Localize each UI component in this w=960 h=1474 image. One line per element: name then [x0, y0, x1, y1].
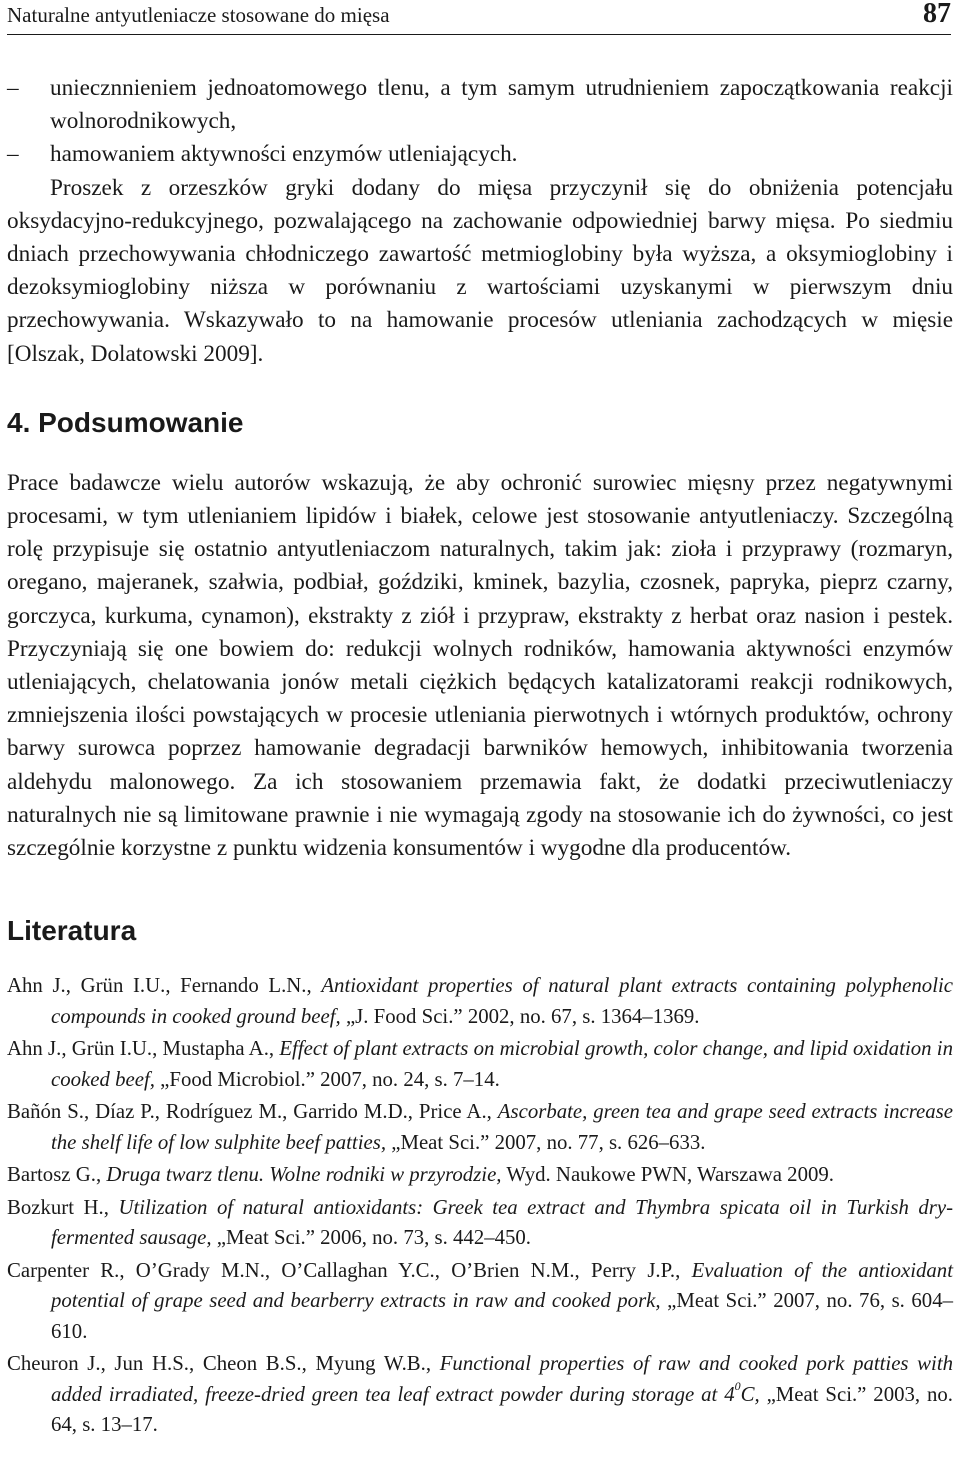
page-number: 87 — [923, 0, 951, 29]
reference-item — [7, 1097, 953, 1158]
reference-source: „Meat Sci.” 2007, no. 76, s. 604–610. — [51, 1289, 953, 1343]
literature-heading: Literatura — [7, 915, 137, 947]
reference-authors: Carpenter R., O’Grady M.N., O’Callaghan Y.C., O’Brien N.M., Perry J.P., — [7, 1258, 681, 1282]
reference-item — [7, 1193, 953, 1254]
reference-authors: Ahn J., Grün I.U., Fernando L.N., — [7, 974, 312, 998]
reference-title-part: C, — [740, 1382, 760, 1406]
reference-authors: Ahn J., Grün I.U., Mustapha A., — [7, 1037, 275, 1061]
dash-marker: – — [7, 141, 19, 168]
reference-source: „Meat Sci.” 2003, no. 64, s. 13–17. — [51, 1382, 953, 1437]
main-text — [7, 72, 953, 865]
reference-item — [7, 1160, 953, 1191]
reference-item — [7, 971, 953, 1032]
dash-marker: – — [7, 75, 19, 101]
reference-authors: Bartosz G., — [7, 1163, 102, 1187]
summary-paragraph: Prace badawcze wielu autorów wskazują, że aby ochronić surowiec mięsny przez negatywnymi procesami, w tym utlenianiem lipidów i białek, celowe jest stosowanie antyutleniaczy. Szczególną rolę przypisuje się ostatnio antyutleniaczom naturalnych, takim jak: zioła i przyprawy (rozmaryn, oregano, majeranek, szałwia, podbiał, goździki, kminek, bazylia, czosnek, papryka, pieprz czarny, gorczyca, kurkuma, cynamon), ekstrakty z ziół i przypraw, ekstrakty z herbat oraz nasion i pestek. Przyczyniają się one bowiem do: redukcji wolnych rodników, hamowania aktywności enzymów utleniających, chelatowania jonów metali ciężkich będących katalizatorami reakcji rodnikowych, zmniejszenia ilości powstających w procesie utleniania pierwotnych i wtórnych produktów, ochrony barwy surowca poprzez hamowanie degradacji barwników hemowych, inhibitowania tworzenia aldehydu malonowego. Za ich stosowaniem przemawia fakt, że dodatki przeciwutleniaczy naturalnych nie są limitowane prawnie i nie wymagają zgody na stosowanie ich do żywności, co jest szczególnie korzystne z punktu widzenia konsumentów i wygodne dla producentów. — [7, 469, 953, 862]
reference-source: „Food Microbiol.” 2007, no. 24, s. 7–14. — [160, 1067, 500, 1091]
running-header — [7, 0, 951, 35]
reference-item — [7, 1349, 953, 1441]
list-item — [7, 72, 953, 138]
reference-source: Wyd. Naukowe PWN, Warszawa 2009. — [506, 1163, 834, 1187]
dash-list — [7, 72, 953, 172]
reference-title-superscript: 0 — [734, 1378, 741, 1393]
reference-item — [7, 1256, 953, 1348]
reference-title: Ascorbate, green tea and grape seed extracts increase the shelf life of low sulphite beef patties, — [51, 1100, 953, 1154]
reference-list — [7, 971, 953, 1441]
paragraph: Proszek z orzeszków gryki dodany do mięsa przyczynił się do obniżenia potencjału oksydacyjno-redukcyjnego, pozwalającego na zachowanie odpowiedniej barwy mięsa. Po siedmiu dniach przechowywania chłodniczego zawartość metmioglobiny była wyższa, a oksymioglobiny i dezoksymioglobiny niższa w porównaniu z wartościami uzyskanymi w pierwszym dniu przechowywania. Wskazywało to na hamowanie procesów utleniania zachodzących w mięsie [Olszak, Dolatowski 2009]. — [7, 174, 953, 367]
reference-title: Druga twarz tlenu. Wolne rodniki w przyrodzie, — [106, 1163, 502, 1187]
reference-authors: Bañón S., Díaz P., Rodríguez M., Garrido M.D., Price A., — [7, 1100, 492, 1124]
reference-title: Antioxidant properties of natural plant extracts containing polyphenolic compounds in cooked ground beef, — [51, 974, 953, 1028]
list-item-text: uniecznnieniem jednoatomowego tlenu, a tym samym utrudnieniem zapoczątkowania reakcji wolnorodnikowych, — [50, 75, 953, 135]
running-title: Naturalne antyutleniacze stosowane do mięsa — [7, 3, 390, 27]
reference-title: Utilization of natural antioxidants: Greek tea extract and Thymbra spicata oil in Turkish dry-fermented sausage, — [51, 1195, 953, 1250]
reference-title: Effect of plant extracts on microbial growth, color change, and lipid oxidation in cooked beef, — [51, 1037, 953, 1091]
reference-source: „Meat Sci.” 2007, no. 77, s. 626–633. — [391, 1130, 706, 1154]
list-item — [7, 138, 953, 171]
reference-authors: Cheuron J., Jun H.S., Cheon B.S., Myung W.B., — [7, 1352, 432, 1376]
reference-source: „Meat Sci.” 2006, no. 73, s. 442–450. — [216, 1226, 532, 1250]
reference-authors: Bozkurt H., — [7, 1195, 109, 1219]
section-heading: 4. Podsumowanie — [7, 406, 244, 438]
list-item-text: hamowaniem aktywności enzymów utleniających. — [50, 141, 518, 168]
reference-source: „J. Food Sci.” 2002, no. 67, s. 1364–1369. — [345, 1004, 700, 1028]
reference-title: Evaluation of the antioxidant potential of grape seed and bearberry extracts in raw and cooked pork, — [51, 1258, 953, 1313]
reference-title-part: Functional properties of raw and cooked pork patties with added irradiated, freeze-dried green tea leaf extract powder during storage at 4 — [51, 1352, 954, 1406]
reference-item — [7, 1034, 953, 1095]
